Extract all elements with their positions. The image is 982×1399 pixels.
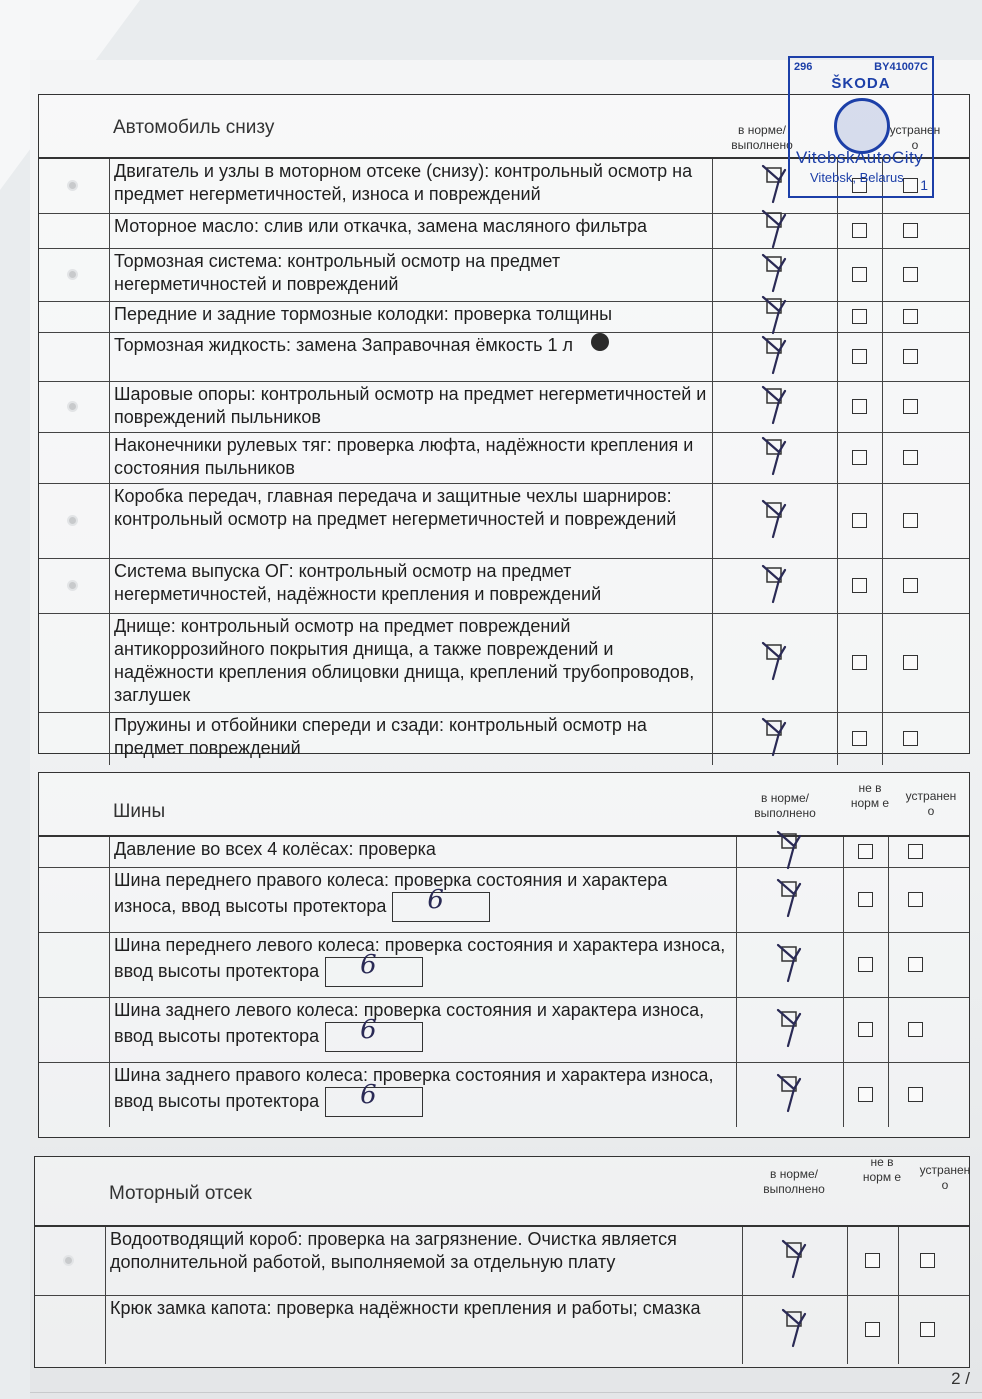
fixed-cell (883, 559, 939, 613)
column-fixed-header: устранен о (905, 789, 957, 818)
footer-rule (30, 1392, 982, 1393)
stamp-brand: ŠKODA (831, 75, 891, 92)
done-cell (737, 998, 844, 1062)
row-marker-cell (39, 333, 110, 381)
section-engine-bay (34, 1156, 970, 1368)
table-row (39, 559, 969, 614)
not-ok-cell (838, 333, 883, 381)
row-marker-cell (39, 837, 110, 867)
tread-depth-field[interactable] (392, 885, 490, 922)
checkbox[interactable] (852, 513, 867, 528)
fixed-cell (889, 868, 943, 932)
row-marker-cell (39, 559, 110, 613)
not-ok-cell (844, 837, 889, 867)
row-text-cell (110, 214, 713, 248)
tread-depth-field[interactable] (325, 1080, 423, 1117)
row-marker-cell (39, 998, 110, 1062)
row-marker-cell (39, 302, 110, 332)
row-text: Система выпуска ОГ: контрольный осмотр на предмет негерметичностей, надёжности крепления и повреждений (114, 561, 602, 604)
table-row (39, 868, 969, 933)
row-text: Шина переднего правого колеса: проверка состояния и характера износа, ввод высоты протектора (114, 870, 668, 916)
table-row (39, 302, 969, 333)
fixed-cell (889, 837, 943, 867)
done-cell (713, 333, 838, 381)
stamp-code: BY41007C (874, 61, 928, 73)
checkbox[interactable] (852, 655, 867, 670)
checkbox[interactable] (858, 957, 873, 972)
row-text-cell (110, 713, 713, 765)
row-text-cell (110, 559, 713, 613)
not-ok-cell (838, 614, 883, 712)
row-text: Моторное масло: слив или откачка, замена масляного фильтра (114, 216, 648, 236)
tread-depth-value: 6 (427, 885, 444, 915)
row-text-cell (110, 837, 737, 867)
row-text: Крюк замка капота: проверка надёжности крепления и работы; смазка (110, 1298, 701, 1318)
checkbox[interactable] (903, 513, 918, 528)
checkbox[interactable] (865, 1322, 880, 1337)
checkbox[interactable] (852, 267, 867, 282)
fixed-cell (883, 433, 939, 483)
not-ok-cell (848, 1296, 899, 1364)
row-marker-cell (39, 382, 110, 432)
checkbox[interactable] (903, 399, 918, 414)
stamp-dealer: VitebskAutoCity (796, 148, 924, 167)
checkbox[interactable] (903, 349, 918, 364)
check-mark-icon (770, 1067, 810, 1121)
row-text: Тормозная жидкость: замена Заправочная ёмкость 1 л (114, 335, 573, 355)
tread-depth-field[interactable] (325, 1015, 423, 1052)
row-text: Шаровые опоры: контрольный осмотр на предмет негерметичностей и повреждений пыльников (114, 384, 707, 427)
checkbox[interactable] (858, 892, 873, 907)
row-marker-cell (39, 614, 110, 712)
done-cell (713, 614, 838, 712)
done-cell (737, 868, 844, 932)
check-mark-icon (775, 1233, 815, 1287)
checkbox[interactable] (903, 267, 918, 282)
fixed-cell (883, 333, 939, 381)
fixed-cell (883, 382, 939, 432)
row-marker-cell (39, 214, 110, 248)
bullet-icon (69, 517, 76, 524)
row-text: Наконечники рулевых тяг: проверка люфта, надёжности крепления и состояния пыльников (114, 435, 694, 478)
tread-depth-field[interactable] (325, 950, 423, 987)
not-ok-cell (838, 249, 883, 301)
section-title: Шины (113, 801, 166, 822)
row-text-cell (110, 382, 713, 432)
row-text-cell (106, 1296, 743, 1364)
check-mark-icon (755, 635, 795, 689)
not-ok-cell (838, 302, 883, 332)
bullet-icon (69, 403, 76, 410)
fixed-cell (889, 998, 943, 1062)
row-text: Коробка передач, главная передача и защитные чехлы шарниров: контрольный осмотр на предмет негерметичностей и повреждений (114, 486, 677, 529)
row-text: Пружины и отбойники спереди и сзади: контрольный осмотр на предмет повреждений (114, 715, 647, 758)
checkbox[interactable] (852, 349, 867, 364)
stamp-index: 1 (920, 177, 928, 193)
tread-depth-value: 6 (360, 1080, 377, 1110)
checkbox[interactable] (903, 309, 918, 324)
stamp-city: Vitebsk, Belarus (810, 170, 904, 185)
check-mark-icon (770, 1002, 810, 1056)
row-text-cell (110, 1063, 737, 1127)
checkbox[interactable] (852, 450, 867, 465)
check-mark-icon (770, 937, 810, 991)
rows (39, 159, 969, 765)
bullet-icon (69, 582, 76, 589)
bullet-icon (65, 1257, 72, 1264)
row-marker-cell (39, 433, 110, 483)
row-text: Тормозная система: контрольный осмотр на предмет негерметичностей и повреждений (114, 251, 561, 294)
checkbox[interactable] (858, 844, 873, 859)
not-ok-cell (838, 559, 883, 613)
checkbox[interactable] (908, 1087, 923, 1102)
row-marker-cell (39, 933, 110, 997)
checkbox[interactable] (858, 1087, 873, 1102)
checkbox[interactable] (852, 731, 867, 746)
done-cell (713, 433, 838, 483)
check-mark-icon (755, 558, 795, 612)
done-cell (743, 1296, 848, 1364)
not-ok-cell (844, 868, 889, 932)
fixed-cell (883, 249, 939, 301)
check-mark-icon (755, 329, 795, 383)
checkbox[interactable] (852, 223, 867, 238)
checkbox[interactable] (865, 1253, 880, 1268)
table-row (39, 614, 969, 713)
fixed-cell (883, 484, 939, 558)
table-row (39, 484, 969, 559)
row-text: Шина заднего правого колеса: проверка состояния и характера износа, ввод высоты протектора (114, 1065, 714, 1111)
skoda-logo-icon (834, 98, 890, 154)
column-done-header: в норме/ выполнено (763, 1167, 825, 1196)
check-mark-icon (755, 493, 795, 547)
row-text-cell (106, 1227, 743, 1295)
section-header (39, 773, 969, 837)
not-ok-cell (838, 214, 883, 248)
inspection-sheet (30, 60, 982, 1399)
checkbox[interactable] (852, 578, 867, 593)
not-ok-cell (844, 998, 889, 1062)
table-row (39, 249, 969, 302)
checkbox[interactable] (858, 1022, 873, 1037)
section-title: Моторный отсек (109, 1183, 252, 1204)
rows (35, 1227, 969, 1364)
tread-depth-value: 6 (360, 950, 377, 980)
checkbox[interactable] (920, 1253, 935, 1268)
fixed-cell (899, 1296, 957, 1364)
row-marker-cell (35, 1227, 106, 1295)
check-mark-icon (770, 872, 810, 926)
row-text: Шина заднего левого колеса: проверка состояния и характера износа, ввод высоты протектора (114, 1000, 705, 1046)
row-text-cell (110, 302, 713, 332)
row-marker-cell (39, 159, 110, 213)
table-row (39, 998, 969, 1063)
row-text-cell (110, 998, 737, 1062)
not-ok-cell (848, 1227, 899, 1295)
check-mark-icon (755, 379, 795, 433)
row-text-cell (110, 433, 713, 483)
not-ok-cell (838, 433, 883, 483)
table-row (39, 837, 969, 868)
row-marker-cell (39, 868, 110, 932)
column-fixed-header: устранен о (919, 1163, 971, 1192)
column-fixed-header: устранен о (889, 123, 941, 152)
column-not-ok-header: не в норм е (850, 781, 890, 810)
fixed-cell (889, 933, 943, 997)
checkbox[interactable] (908, 957, 923, 972)
done-cell (713, 559, 838, 613)
table-row (39, 433, 969, 484)
rows (39, 837, 969, 1127)
fixed-cell (883, 302, 939, 332)
check-mark-icon (755, 430, 795, 484)
dealer-stamp (788, 56, 934, 198)
done-cell (737, 837, 844, 867)
checkbox[interactable] (908, 844, 923, 859)
section-tires (38, 772, 970, 1138)
fixed-cell (883, 614, 939, 712)
bullet-icon (69, 271, 76, 278)
row-text: Шина переднего левого колеса: проверка состояния и характера износа, ввод высоты протектора (114, 935, 726, 981)
section-title: Автомобиль снизу (113, 117, 275, 138)
info-bubble-icon (591, 333, 609, 351)
not-ok-cell (838, 382, 883, 432)
bullet-icon (69, 182, 76, 189)
checkbox[interactable] (903, 655, 918, 670)
check-mark-icon (775, 1302, 815, 1356)
fixed-cell (883, 713, 939, 765)
done-cell (743, 1227, 848, 1295)
row-text: Днище: контрольный осмотр на предмет повреждений антикоррозийного покрытия днища, а также повреждений и надёжности крепления облицовки днища, креплений трубопроводов, заглушек (114, 616, 695, 705)
row-text: Передние и задние тормозные колодки: проверка толщины (114, 304, 613, 324)
table-row (39, 382, 969, 433)
done-cell (713, 302, 838, 332)
row-text-cell (110, 868, 737, 932)
row-marker-cell (39, 713, 110, 765)
row-text-cell (110, 933, 737, 997)
row-text-cell (110, 249, 713, 301)
not-ok-cell (844, 933, 889, 997)
fixed-cell (899, 1227, 957, 1295)
row-marker-cell (35, 1296, 106, 1364)
done-cell (713, 713, 838, 765)
row-marker-cell (39, 484, 110, 558)
table-row (39, 713, 969, 765)
table-row (39, 214, 969, 249)
row-text-cell (110, 159, 713, 213)
done-cell (737, 1063, 844, 1127)
checkbox[interactable] (852, 399, 867, 414)
row-marker-cell (39, 249, 110, 301)
row-marker-cell (39, 1063, 110, 1127)
table-row (39, 933, 969, 998)
not-ok-cell (838, 713, 883, 765)
checkbox[interactable] (903, 223, 918, 238)
table-row (39, 333, 969, 382)
section-header (35, 1157, 969, 1227)
row-text: Давление во всех 4 колёсах: проверка (114, 839, 436, 859)
row-text: Двигатель и узлы в моторном отсеке (снизу): контрольный осмотр на предмет негерметичностей, износа и повреждений (114, 161, 693, 204)
check-mark-icon (755, 711, 795, 765)
table-row (35, 1227, 969, 1296)
column-not-ok-header: не в норм е (862, 1155, 902, 1184)
table-row (39, 1063, 969, 1127)
column-done-header: в норме/ выполнено (754, 791, 816, 820)
tread-depth-value: 6 (360, 1015, 377, 1045)
column-done-header: в норме/ выполнено (731, 123, 793, 152)
table-row (35, 1296, 969, 1364)
checkbox[interactable] (920, 1322, 935, 1337)
row-text-cell (110, 484, 713, 558)
checkbox[interactable] (852, 309, 867, 324)
done-cell (713, 382, 838, 432)
not-ok-cell (838, 484, 883, 558)
checkbox[interactable] (908, 892, 923, 907)
fixed-cell (883, 214, 939, 248)
stamp-number: 296 (794, 61, 813, 73)
checkbox[interactable] (903, 450, 918, 465)
row-text-cell (110, 333, 713, 381)
done-cell (713, 214, 838, 248)
checkbox[interactable] (908, 1022, 923, 1037)
row-text: Водоотводящий короб: проверка на загрязнение. Очистка является дополнительной работой, выполняемой за отдельную плату (110, 1229, 677, 1272)
done-cell (713, 484, 838, 558)
not-ok-cell (844, 1063, 889, 1127)
row-text-cell (110, 614, 713, 712)
checkbox[interactable] (903, 731, 918, 746)
done-cell (737, 933, 844, 997)
page-number: 2 / (951, 1369, 970, 1388)
checkbox[interactable] (903, 578, 918, 593)
fixed-cell (889, 1063, 943, 1127)
